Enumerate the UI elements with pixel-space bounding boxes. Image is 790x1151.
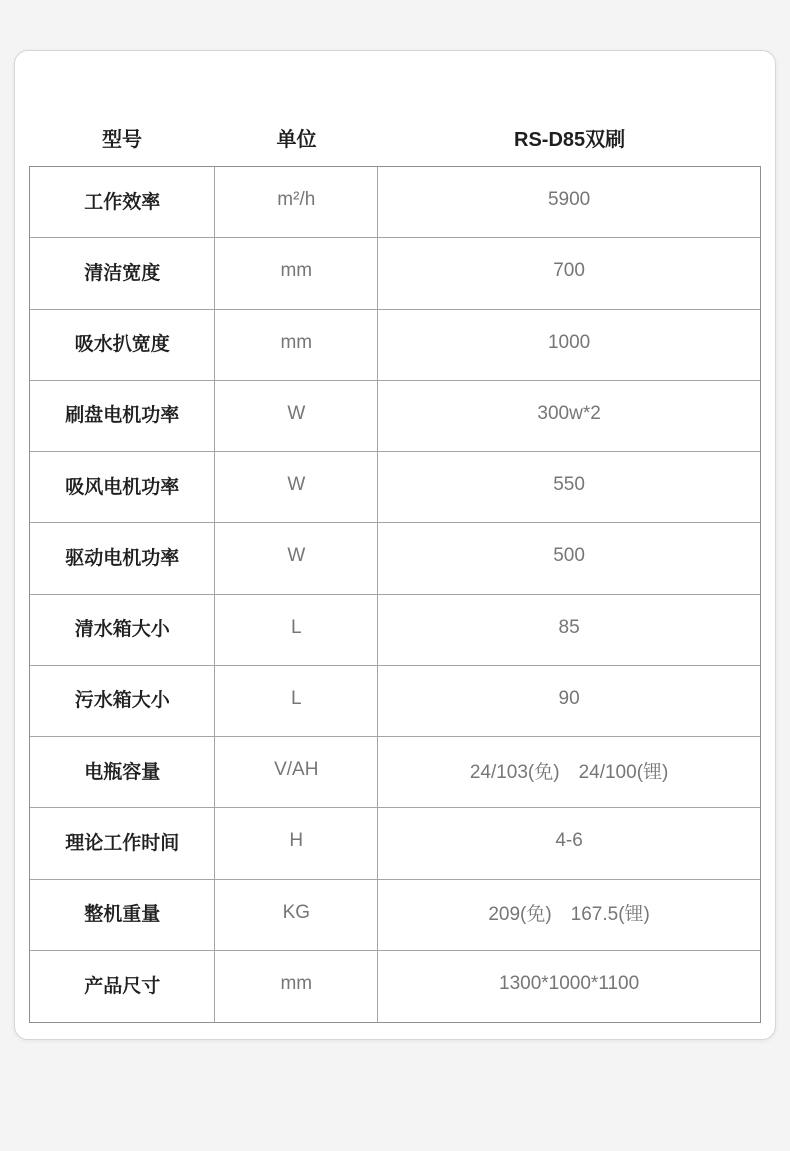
spec-label-cell: 工作效率 [30,167,215,237]
spec-value-cell: 209(免) 167.5(锂) [488,904,650,926]
spec-unit-cell: W [215,381,378,451]
spec-value-cell: 85 [558,616,580,638]
spec-label-cell: 刷盘电机功率 [30,381,215,451]
spec-unit-cell: W [215,452,378,522]
header-unit-label: 单位 [276,128,317,151]
spec-label-cell: 理论工作时间 [30,808,215,878]
spec-value-cell: 500 [553,545,585,567]
spec-label-cell: 污水箱大小 [30,666,215,736]
spec-label-cell: 吸水扒宽度 [30,310,215,380]
spec-label-cell: 整机重量 [30,880,215,950]
table-row [30,880,760,951]
table-row [30,595,760,666]
spec-unit-cell: m²/h [215,167,378,237]
spec-unit-cell: mm [215,238,378,308]
table-row [30,523,760,594]
spec-label-cell: 清洁宽度 [30,238,215,308]
table-row [30,167,760,238]
table-row [30,737,760,808]
table-row [30,238,760,309]
spec-label-cell: 产品尺寸 [30,951,215,1022]
spec-label-cell: 吸风电机功率 [30,452,215,522]
spec-unit-cell: V/AH [215,737,378,807]
table-row [30,310,760,381]
table-row [30,452,760,523]
spec-unit-cell: L [215,595,378,665]
spec-value-cell: 1000 [547,331,591,353]
spec-unit-cell: mm [215,310,378,380]
header-model-label: 型号 [101,128,142,151]
spec-label-cell: 清水箱大小 [30,595,215,665]
spec-table-header [29,114,761,160]
spec-value-cell: 1300*1000*1100 [499,973,640,995]
spec-value-cell: 700 [553,260,585,282]
spec-unit-cell: H [215,808,378,878]
spec-card [14,50,776,1040]
table-row [30,808,760,879]
spec-value-cell: 5900 [547,189,591,211]
spec-value-cell: 300w*2 [537,402,601,424]
spec-table [29,166,761,1023]
spec-unit-cell: mm [215,951,378,1022]
spec-label-cell: 驱动电机功率 [30,523,215,593]
spec-value-cell: 24/103(免) 24/100(锂) [469,761,669,783]
table-row [30,666,760,737]
spec-unit-cell: KG [215,880,378,950]
spec-unit-cell: L [215,666,378,736]
spec-unit-cell: W [215,523,378,593]
spec-label-cell: 电瓶容量 [30,737,215,807]
spec-value-cell: 4-6 [555,830,583,852]
spec-value-cell: 550 [553,474,585,496]
spec-value-cell: 90 [558,687,580,709]
header-product-model: RS-D85双刷 [514,128,626,151]
table-row [30,951,760,1022]
table-row [30,381,760,452]
